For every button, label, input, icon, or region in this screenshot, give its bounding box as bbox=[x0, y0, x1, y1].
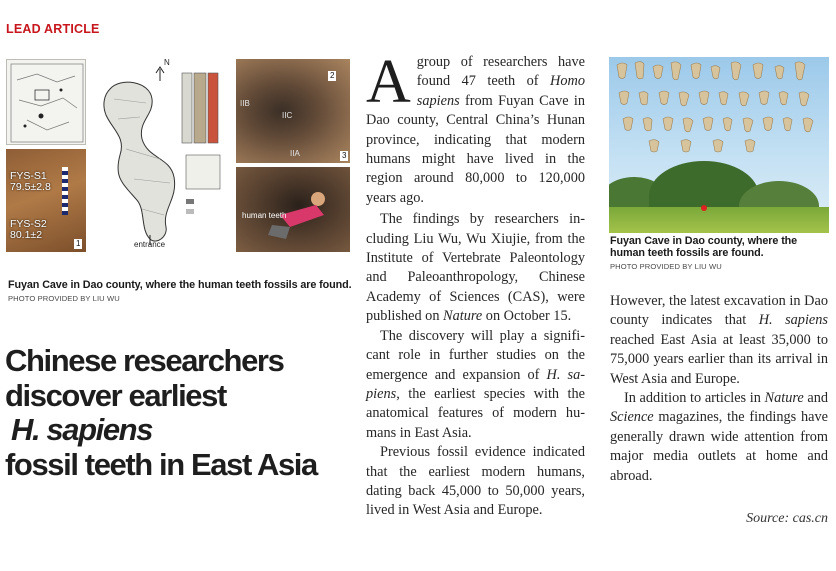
article-paragraph: The findings by researchers including Liu Wu, Wu Xiujie, from the Institute of Vertebrate Paleontology and Paleoanthropology, Chinese Academy of Sciences (CAS), were published on Nature on October 15. bbox=[366, 211, 585, 325]
cave-location-marker bbox=[701, 205, 707, 211]
dating-sample-photo bbox=[6, 149, 86, 252]
left-figure-credit: PHOTO PROVIDED BY LIU WU bbox=[8, 294, 120, 303]
section-label: LEAD ARTICLE bbox=[6, 22, 100, 36]
left-figure-caption: Fuyan Cave in Dao county, where the human teeth fossils are found. bbox=[8, 279, 352, 291]
sample-label: FYS-S2 bbox=[10, 218, 47, 230]
panel-number: 3 bbox=[342, 151, 347, 160]
cave-interior-photo bbox=[236, 59, 350, 163]
excavation-photo bbox=[236, 167, 350, 252]
sample-date: 79.5±2.8 bbox=[10, 181, 51, 193]
panel-number: 1 bbox=[76, 239, 81, 248]
cave-section-label: IIA bbox=[290, 149, 300, 158]
teeth-and-landscape-photo bbox=[609, 57, 829, 233]
article-paragraph: Previous fossil evidence indicated that the earliest modern humans, dating back 45,000 to 50,000 years, lived in West Asia and Europe. bbox=[366, 444, 585, 519]
human-teeth-label: human teeth bbox=[242, 211, 287, 220]
cave-plan-map bbox=[90, 59, 232, 252]
right-figure-caption: Fuyan Cave in Dao county, where the human teeth fossils are found. bbox=[610, 235, 798, 259]
headline-line: Chinese researchers bbox=[5, 343, 284, 378]
right-figure-credit: PHOTO PROVIDED BY LIU WU bbox=[610, 262, 722, 271]
article-column-2 bbox=[610, 292, 828, 486]
headline-line: discover earliest bbox=[5, 377, 226, 413]
cave-section-label: IIB bbox=[240, 99, 250, 108]
article-paragraph: In addition to articles in Nature and Science magazines, the findings have generally drawn wide attention from major media outlets at home and abroad. bbox=[610, 390, 829, 484]
cave-plan-drawing bbox=[90, 59, 232, 252]
scale-ruler bbox=[62, 167, 68, 215]
article-paragraph: The discovery will play a significant role in further studies on the emergence and expansion of H. sapiens, the earliest species with the anatomical features of modern humans in East Asia. bbox=[366, 327, 585, 441]
source-line: Source: cas.cn bbox=[746, 511, 828, 526]
location-map bbox=[6, 59, 86, 145]
article-paragraph: However, the latest excavation in Dao county indicates that H. sapiens reached East Asia at least 35,000 to 75,000 years earlier than its arrival in West Asia and Europe. bbox=[610, 293, 828, 387]
sample-date: 80.1±2 bbox=[10, 229, 43, 241]
headline-species: H. sapiens bbox=[11, 412, 153, 447]
location-map-drawing bbox=[7, 60, 87, 146]
north-arrow-label: N bbox=[164, 58, 170, 67]
article-column-1 bbox=[366, 48, 585, 521]
rice-field bbox=[609, 207, 829, 233]
cave-section-label: IIC bbox=[282, 111, 293, 120]
article-paragraph: Agroup of researchers have found 47 teeth of Homo sapiens from Fuyan Cave in Dao county, Central China’s Hunan province, indicating that modern humans might have lived in the region around 80,000 to 120,000 years ago. bbox=[366, 48, 585, 206]
sample-label: FYS-S1 bbox=[10, 170, 47, 182]
entrance-label: entrance bbox=[134, 240, 166, 249]
drop-cap: A bbox=[366, 48, 411, 116]
panel-number: 2 bbox=[330, 71, 335, 80]
headline bbox=[5, 344, 355, 482]
cave-site-figure bbox=[6, 59, 350, 252]
headline-line: fossil teeth in East Asia bbox=[5, 446, 317, 482]
fossil-teeth-array bbox=[609, 57, 829, 157]
